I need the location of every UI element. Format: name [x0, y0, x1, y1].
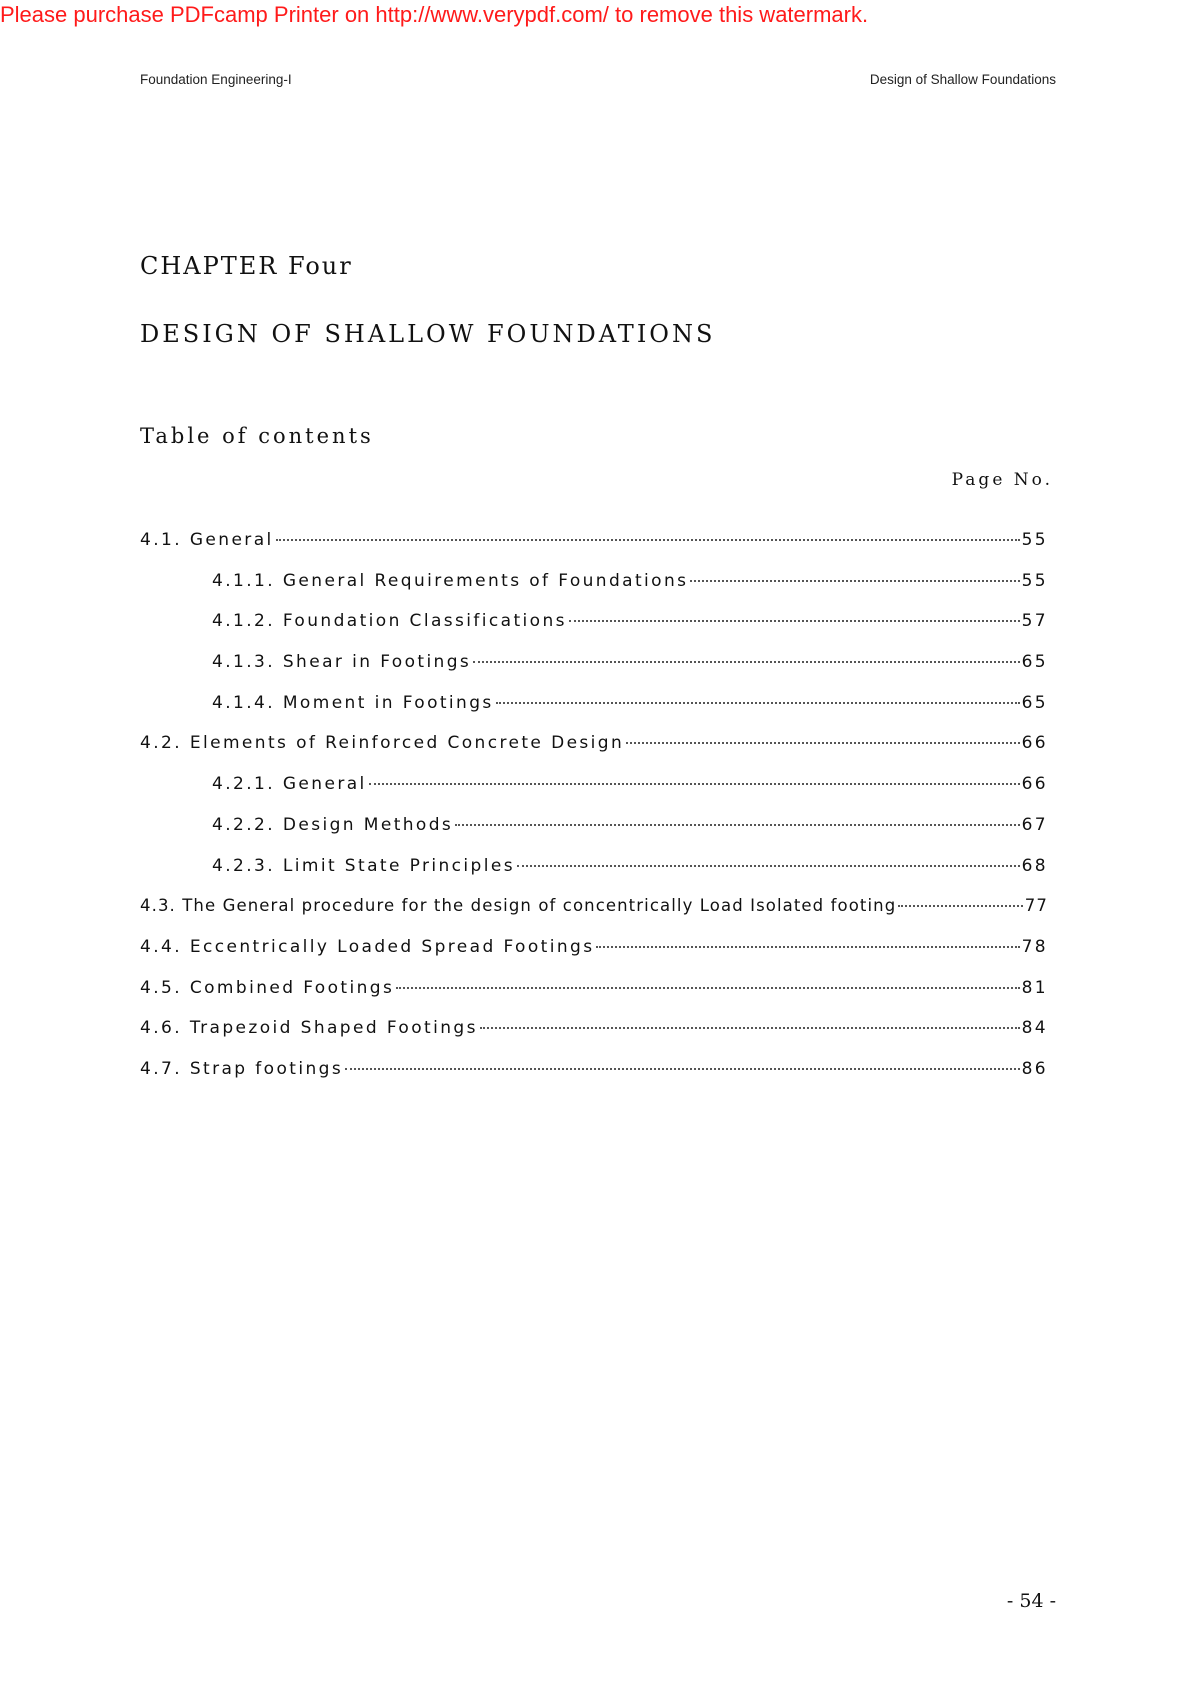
page-number: - 54 - [1006, 1590, 1056, 1612]
toc-entry-page: 78 [1021, 936, 1048, 957]
page-no-column-label: Page No. [951, 470, 1053, 490]
toc-entry-title: 4.2.3. Limit State Principles [212, 855, 515, 876]
dot-leader [480, 1027, 1020, 1029]
dot-leader [569, 620, 1020, 622]
dot-leader [345, 1068, 1019, 1070]
toc-entry-page: 66 [1021, 774, 1048, 795]
toc-entry-title: 4.5. Combined Footings [140, 977, 395, 998]
toc-entry-page: 77 [1024, 896, 1048, 916]
dot-leader [898, 905, 1023, 907]
toc-entry-4-5[interactable] [140, 978, 1050, 1019]
chapter-label: CHAPTER Four [140, 252, 353, 280]
toc-entry-4-6[interactable] [140, 1018, 1050, 1059]
toc-entry-4-2-1[interactable] [140, 774, 1050, 815]
dot-leader [517, 865, 1020, 867]
toc-entry-4-2-2[interactable] [140, 815, 1050, 856]
toc-entry-title: 4.1.1. General Requirements of Foundations [212, 570, 689, 591]
toc-entry-4-1-4[interactable] [140, 693, 1050, 734]
toc-entry-4-2[interactable] [140, 733, 1050, 774]
toc-entry-page: 55 [1021, 570, 1048, 591]
toc-entry-4-4[interactable] [140, 937, 1050, 978]
toc-entry-title: 4.2.1. General [212, 774, 367, 795]
toc-entry-page: 65 [1021, 692, 1048, 713]
toc-entry-title: 4.7. Strap footings [140, 1058, 344, 1079]
running-header-right: Design of Shallow Foundations [869, 72, 1056, 87]
toc-entry-title: 4.1.3. Shear in Footings [212, 652, 472, 673]
toc-entry-title: 4.3. The General procedure for the design of concentrically Load Isolated footing [140, 896, 897, 916]
toc-entry-4-1[interactable] [140, 530, 1050, 571]
watermark-text: Please purchase PDFcamp Printer on http://www.verypdf.com/ to remove this watermark. [0, 2, 869, 27]
running-header-left: Foundation Engineering-I [140, 72, 292, 87]
toc-entry-page: 68 [1021, 855, 1048, 876]
toc-entry-page: 66 [1021, 733, 1048, 754]
dot-leader [455, 824, 1019, 826]
dot-leader [626, 742, 1019, 744]
toc-entry-title: 4.2.2. Design Methods [212, 814, 454, 835]
toc-entry-page: 67 [1021, 814, 1048, 835]
toc-entry-4-3[interactable] [140, 896, 1050, 937]
table-of-contents [140, 530, 1050, 1100]
toc-entry-title: 4.6. Trapezoid Shaped Footings [140, 1018, 478, 1039]
toc-entry-title: 4.2. Elements of Reinforced Concrete Design [140, 733, 625, 754]
dot-leader [276, 539, 1020, 541]
toc-entry-page: 86 [1021, 1058, 1048, 1079]
toc-entry-4-2-3[interactable] [140, 856, 1050, 897]
toc-entry-title: 4.1.4. Moment in Footings [212, 692, 494, 713]
chapter-title: DESIGN OF SHALLOW FOUNDATIONS [140, 320, 716, 348]
toc-entry-page: 55 [1021, 530, 1048, 550]
dot-leader [496, 702, 1020, 704]
toc-entry-4-7[interactable] [140, 1059, 1050, 1100]
dot-leader [473, 661, 1019, 663]
dot-leader [396, 987, 1019, 989]
toc-entry-title: 4.1.2. Foundation Classifications [212, 611, 567, 632]
toc-entry-title: 4.4. Eccentrically Loaded Spread Footings [140, 936, 595, 957]
dot-leader [596, 946, 1019, 948]
toc-heading: Table of contents [140, 424, 374, 448]
toc-entry-4-1-1[interactable] [140, 571, 1050, 612]
dot-leader [369, 783, 1020, 785]
toc-entry-page: 81 [1021, 977, 1048, 998]
toc-entry-title: 4.1. General [140, 530, 274, 550]
toc-entry-4-1-3[interactable] [140, 652, 1050, 693]
toc-entry-page: 65 [1021, 652, 1048, 673]
toc-entry-page: 84 [1021, 1018, 1048, 1039]
dot-leader [690, 580, 1019, 582]
toc-entry-page: 57 [1021, 611, 1048, 632]
toc-entry-4-1-2[interactable] [140, 611, 1050, 652]
